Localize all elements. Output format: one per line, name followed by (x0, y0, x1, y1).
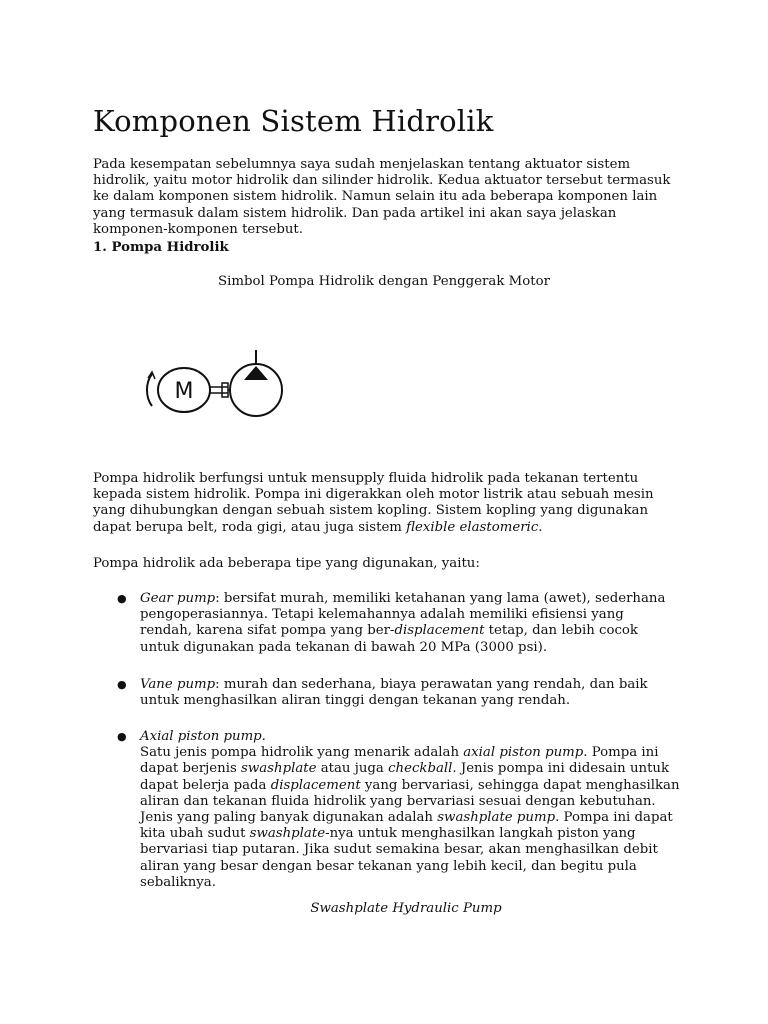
coupling-block (222, 383, 228, 397)
pump-triangle (244, 366, 268, 380)
page-title: Komponen Sistem Hidrolik (93, 104, 494, 138)
list-item-vane-pump: Vane pump: murah dan sederhana, biaya perawatan yang rendah, dan baik untuk menghasilkan aliran tinggi dengan tekanan yang rendah. (140, 677, 648, 709)
pump-motor-symbol (138, 350, 298, 430)
bullet-icon: ● (117, 678, 127, 691)
figure-caption: Simbol Pompa Hidrolik dengan Penggerak Motor (218, 274, 550, 289)
section-heading-pompa: 1. Pompa Hidrolik (93, 240, 229, 255)
bullet-icon: ● (117, 730, 127, 743)
list-item-axial-piston-pump: Axial piston pump. Satu jenis pompa hidrolik yang menarik adalah axial piston pump. Pompa ini dapat berjenis swashplate atau juga checkball. Jenis pompa ini didesain untuk dapat belerja pada displacement yang bervariasi, sehingga dapat menghasilkan aliran dan tekanan fluida hidrolik yang bervariasi sesuai dengan kebutuhan. Jenis yang paling banyak digunakan adalah swashplate pump. Pompa ini dapat kita ubah sudut swashplate-nya untuk menghasilkan langkah piston yang bervariasi tiap putaran. Jika sudut semakina besar, akan menghasilkan debit aliran yang besar dengan besar tekanan yang lebih kecil, dan begitu pula sebaliknya. (140, 729, 680, 890)
pompa-paragraph-1: Pompa hidrolik berfungsi untuk mensupply fluida hidrolik pada tekanan tertentu kepada sistem hidrolik. Pompa ini digerakkan oleh motor listrik atau sebuah mesin yang dihubungkan dengan sebuah sistem kopling. Sistem kopling yang digunakan dapat berupa belt, roda gigi, atau juga sistem flexible elastomeric. (93, 471, 654, 535)
pompa-paragraph-2: Pompa hidrolik ada beberapa tipe yang digunakan, yaitu: (93, 556, 480, 571)
bullet-icon: ● (117, 592, 127, 605)
figure2-caption: Swashplate Hydraulic Pump (310, 901, 502, 916)
list-item-gear-pump: Gear pump: bersifat murah, memiliki ketahanan yang lama (awet), sederhana pengoperasiannya. Tetapi kelemahannya adalah memiliki efisiensi yang rendah, karena sifat pompa yang ber-displacement tetap, dan lebih cocok untuk digunakan pada tekanan di bawah 20 MPa (3000 psi). (140, 591, 666, 655)
motor-letter: M (174, 379, 194, 404)
intro-paragraph: Pada kesempatan sebelumnya saya sudah menjelaskan tentang aktuator sistem hidrolik, yaitu motor hidrolik dan silinder hidrolik. Kedua aktuator tersebut termasuk ke dalam komponen sistem hidrolik. Namun selain itu ada beberapa komponen lain yang termasuk dalam sistem hidrolik. Dan pada artikel ini akan saya jelaskan komponen-komponen tersebut. (93, 157, 671, 237)
rotation-arrow-icon (147, 374, 152, 406)
